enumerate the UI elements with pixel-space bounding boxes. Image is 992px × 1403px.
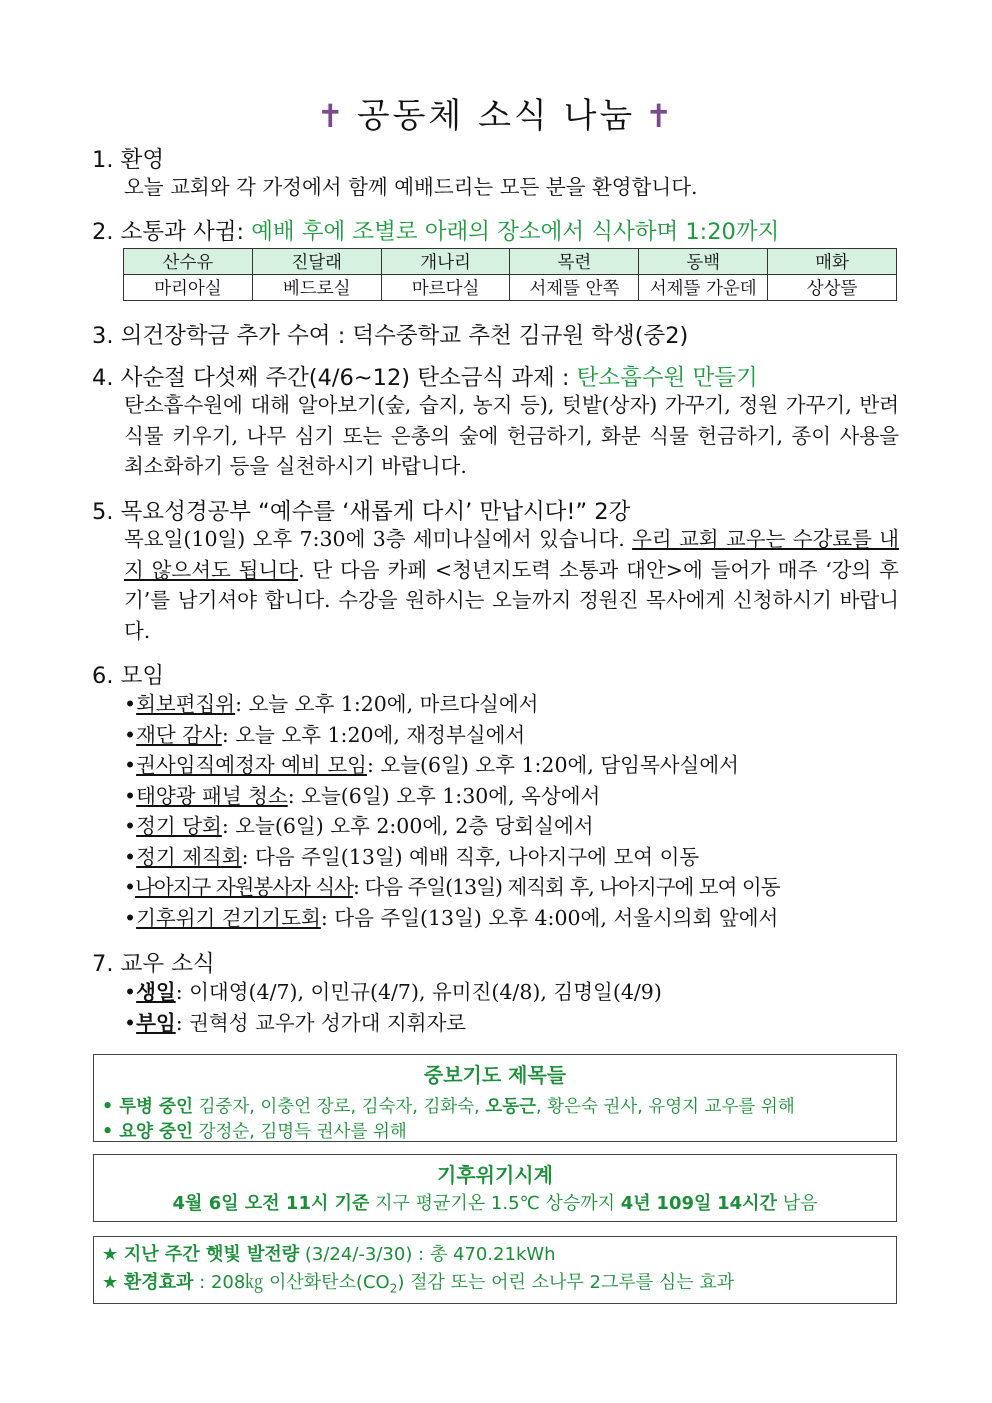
climate-clock-text xyxy=(102,1190,888,1218)
solar-text: ) 절감 또는 어린 소나무 2그루를 심는 효과 xyxy=(397,1272,735,1293)
group-name: 목련 xyxy=(510,249,639,275)
section-2-highlight: 예배 후에 조별로 아래의 장소에서 식사하며 1:20까지 xyxy=(251,219,780,245)
solar-text: : 208㎏ 이산화탄소(CO xyxy=(193,1272,390,1293)
co2-subscript: 2 xyxy=(389,1281,398,1296)
section-4-heading xyxy=(92,360,758,392)
meeting-label: 회보편집위 xyxy=(136,692,236,716)
section-4-title: 4. 사순절 다섯째 주간(4/6~12) 탄소금식 과제 : xyxy=(92,365,577,391)
meeting-label: 기후위기 걷기기도회 xyxy=(136,905,321,930)
meeting-label: 나아지구 자원봉사자 식사 xyxy=(135,875,353,899)
meeting-detail: : 오늘(6일) 오후 1:20에, 담임목사실에서 xyxy=(366,753,739,777)
section-5-text xyxy=(124,524,899,646)
group-places-table xyxy=(123,248,897,301)
news-detail: : 권혁성 교우가 성가대 지휘자로 xyxy=(175,1010,467,1035)
meeting-detail: : 오늘 오후 1:20에, 마르다실에서 xyxy=(235,692,539,716)
group-name: 진달래 xyxy=(252,249,381,275)
bullet: • xyxy=(124,1010,137,1035)
section-1-heading: 1. 환영 xyxy=(92,147,165,173)
prayer-name-bold: 오동근 xyxy=(485,1097,537,1117)
prayer-names: 김중자, 이충언 장로, 김숙자, 김화숙, xyxy=(193,1097,486,1117)
climate-basis: 4월 6일 오전 11시 기준 xyxy=(172,1193,370,1214)
group-name: 산수유 xyxy=(124,249,253,275)
meeting-detail: : 다음 주일(13일) 오후 4:00에, 서울시의회 앞에서 xyxy=(320,905,779,930)
group-place: 서제뜰 안쪽 xyxy=(510,275,639,301)
news-label: 부임 xyxy=(136,1010,176,1035)
bullet: • xyxy=(124,905,137,930)
meeting-detail: : 다음 주일(13일) 제직회 후, 나아지구에 모여 이동 xyxy=(352,875,780,899)
news-label: 생일 xyxy=(136,980,176,1004)
group-place: 상상뜰 xyxy=(768,275,897,301)
section-2-title: 2. 소통과 사귐: xyxy=(92,219,252,245)
prayer-label: • 요양 중인 xyxy=(102,1122,193,1142)
group-place: 마리아실 xyxy=(124,275,253,301)
bullet: • xyxy=(124,844,137,869)
table-row xyxy=(124,275,897,301)
star-icon: ★ xyxy=(102,1244,119,1265)
climate-hours: 14시간 xyxy=(717,1193,777,1214)
meeting-detail: : 오늘(6일) 오후 1:30에, 옥상에서 xyxy=(287,783,601,808)
list-item xyxy=(124,781,780,812)
group-place: 서제뜰 가운데 xyxy=(639,275,768,301)
meeting-label: 정기 제직회 xyxy=(136,844,242,869)
list-item xyxy=(124,977,662,1008)
bullet: • xyxy=(124,814,137,838)
list-item xyxy=(124,750,780,781)
solar-label: 지난 주간 햇빛 발전량 xyxy=(123,1244,300,1265)
bullet: • xyxy=(124,753,137,777)
climate-years: 4년 xyxy=(620,1193,651,1214)
solar-row xyxy=(102,1269,888,1303)
cross-icon: ✝ xyxy=(316,97,347,135)
solar-label: 환경효과 xyxy=(123,1272,194,1293)
section-4-text: 탄소흡수원에 대해 알아보기(숲, 습지, 농지 등), 텃밭(상자) 가꾸기, 정원 가꾸기, 반려 식물 키우기, 나무 심기 또는 은총의 숲에 헌금하기, 화분 식물 헌금하기, 종이 사용을 최소화하기 등을 실천하시기 바랍니다. xyxy=(124,393,899,478)
bullet: • xyxy=(124,875,136,899)
cross-icon: ✝ xyxy=(645,97,676,135)
meeting-label: 권사임직예정자 예비 모임 xyxy=(136,753,367,777)
prayer-box-title: 중보기도 제목들 xyxy=(423,1063,567,1087)
list-item xyxy=(124,872,780,903)
climate-tail: 남음 xyxy=(776,1193,818,1214)
prayer-row xyxy=(102,1094,888,1120)
climate-clock-title: 기후위기시계 xyxy=(437,1163,553,1187)
list-item xyxy=(124,1008,662,1039)
list-item xyxy=(124,903,780,934)
list-item xyxy=(124,811,780,842)
section-1-text: 오늘 교회와 각 가정에서 함께 예배드리는 모든 분을 환영합니다. xyxy=(124,175,698,199)
table-row xyxy=(124,249,897,275)
prayer-label: • 투병 중인 xyxy=(102,1097,193,1117)
section-7-heading: 7. 교우 소식 xyxy=(92,951,215,977)
group-place: 마르다실 xyxy=(381,275,510,301)
climate-days: 109일 xyxy=(656,1193,712,1214)
prayer-names: 강정순, 김명득 권사를 위해 xyxy=(193,1122,407,1142)
section-5-text-b: . 단 다음 카페 <청년지도력 소통과 대안>에 들어가 매주 ‘강의 후기’를 남기셔야 합니다. 수강을 원하시는 오늘까지 정원진 목사에게 신청하시기 바랍니다. xyxy=(124,557,899,643)
section-5-text-a: 목요일(10일) 오후 7:30에 3층 세미나실에서 있습니다. xyxy=(124,527,633,551)
section-5-underlined: 우리 교회 교우는 수강료를 내지 않으셔도 됩니다 xyxy=(124,527,900,582)
star-icon: ★ xyxy=(102,1272,119,1293)
solar-row xyxy=(102,1241,888,1269)
solar-box xyxy=(93,1236,897,1304)
list-item xyxy=(124,689,780,720)
meeting-detail: : 다음 주일(13일) 예배 직후, 나아지구에 모여 이동 xyxy=(241,844,700,869)
bullet: • xyxy=(124,722,137,747)
section-2-heading xyxy=(92,214,779,246)
prayer-row xyxy=(102,1120,888,1144)
prayer-names: , 황은숙 권사, 유영지 교우를 위해 xyxy=(536,1097,795,1117)
meeting-detail: : 오늘(6일) 오후 2:00에, 2층 당회실에서 xyxy=(221,814,594,838)
group-place: 베드로실 xyxy=(252,275,381,301)
title-text: 공동체 소식 나눔 xyxy=(356,96,636,136)
list-item xyxy=(124,842,780,873)
prayer-box xyxy=(93,1054,897,1142)
meeting-label: 태양광 패널 청소 xyxy=(136,783,288,808)
solar-text: (3/24/-3/30) : 총 470.21kWh xyxy=(299,1244,556,1265)
meeting-detail: : 오늘 오후 1:20에, 재정부실에서 xyxy=(221,722,526,747)
meetings-list xyxy=(124,689,780,933)
group-name: 매화 xyxy=(768,249,897,275)
page-title xyxy=(0,88,992,137)
bullet: • xyxy=(124,783,137,808)
members-news-list xyxy=(124,977,662,1038)
section-5-heading: 5. 목요성경공부 “예수를 ‘새롭게 다시’ 만납시다!” 2강 xyxy=(92,499,631,525)
section-4-highlight: 탄소흡수원 만들기 xyxy=(576,365,758,391)
meeting-label: 재단 감사 xyxy=(136,722,222,747)
meeting-label: 정기 당회 xyxy=(136,814,222,838)
group-name: 동백 xyxy=(639,249,768,275)
section-6-heading: 6. 모임 xyxy=(92,663,165,689)
news-detail: : 이대영(4/7), 이민규(4/7), 유미진(4/8), 김명일(4/9) xyxy=(175,980,662,1004)
climate-clock-box xyxy=(93,1154,897,1222)
climate-mid: 지구 평균기온 1.5℃ 상승까지 xyxy=(369,1193,621,1214)
group-name: 개나리 xyxy=(381,249,510,275)
section-3-heading: 3. 의건장학금 추가 수여 : 덕수중학교 추천 김규원 학생(중2) xyxy=(92,323,689,349)
bullet: • xyxy=(124,980,137,1004)
list-item xyxy=(124,720,780,751)
bullet: • xyxy=(124,692,137,716)
